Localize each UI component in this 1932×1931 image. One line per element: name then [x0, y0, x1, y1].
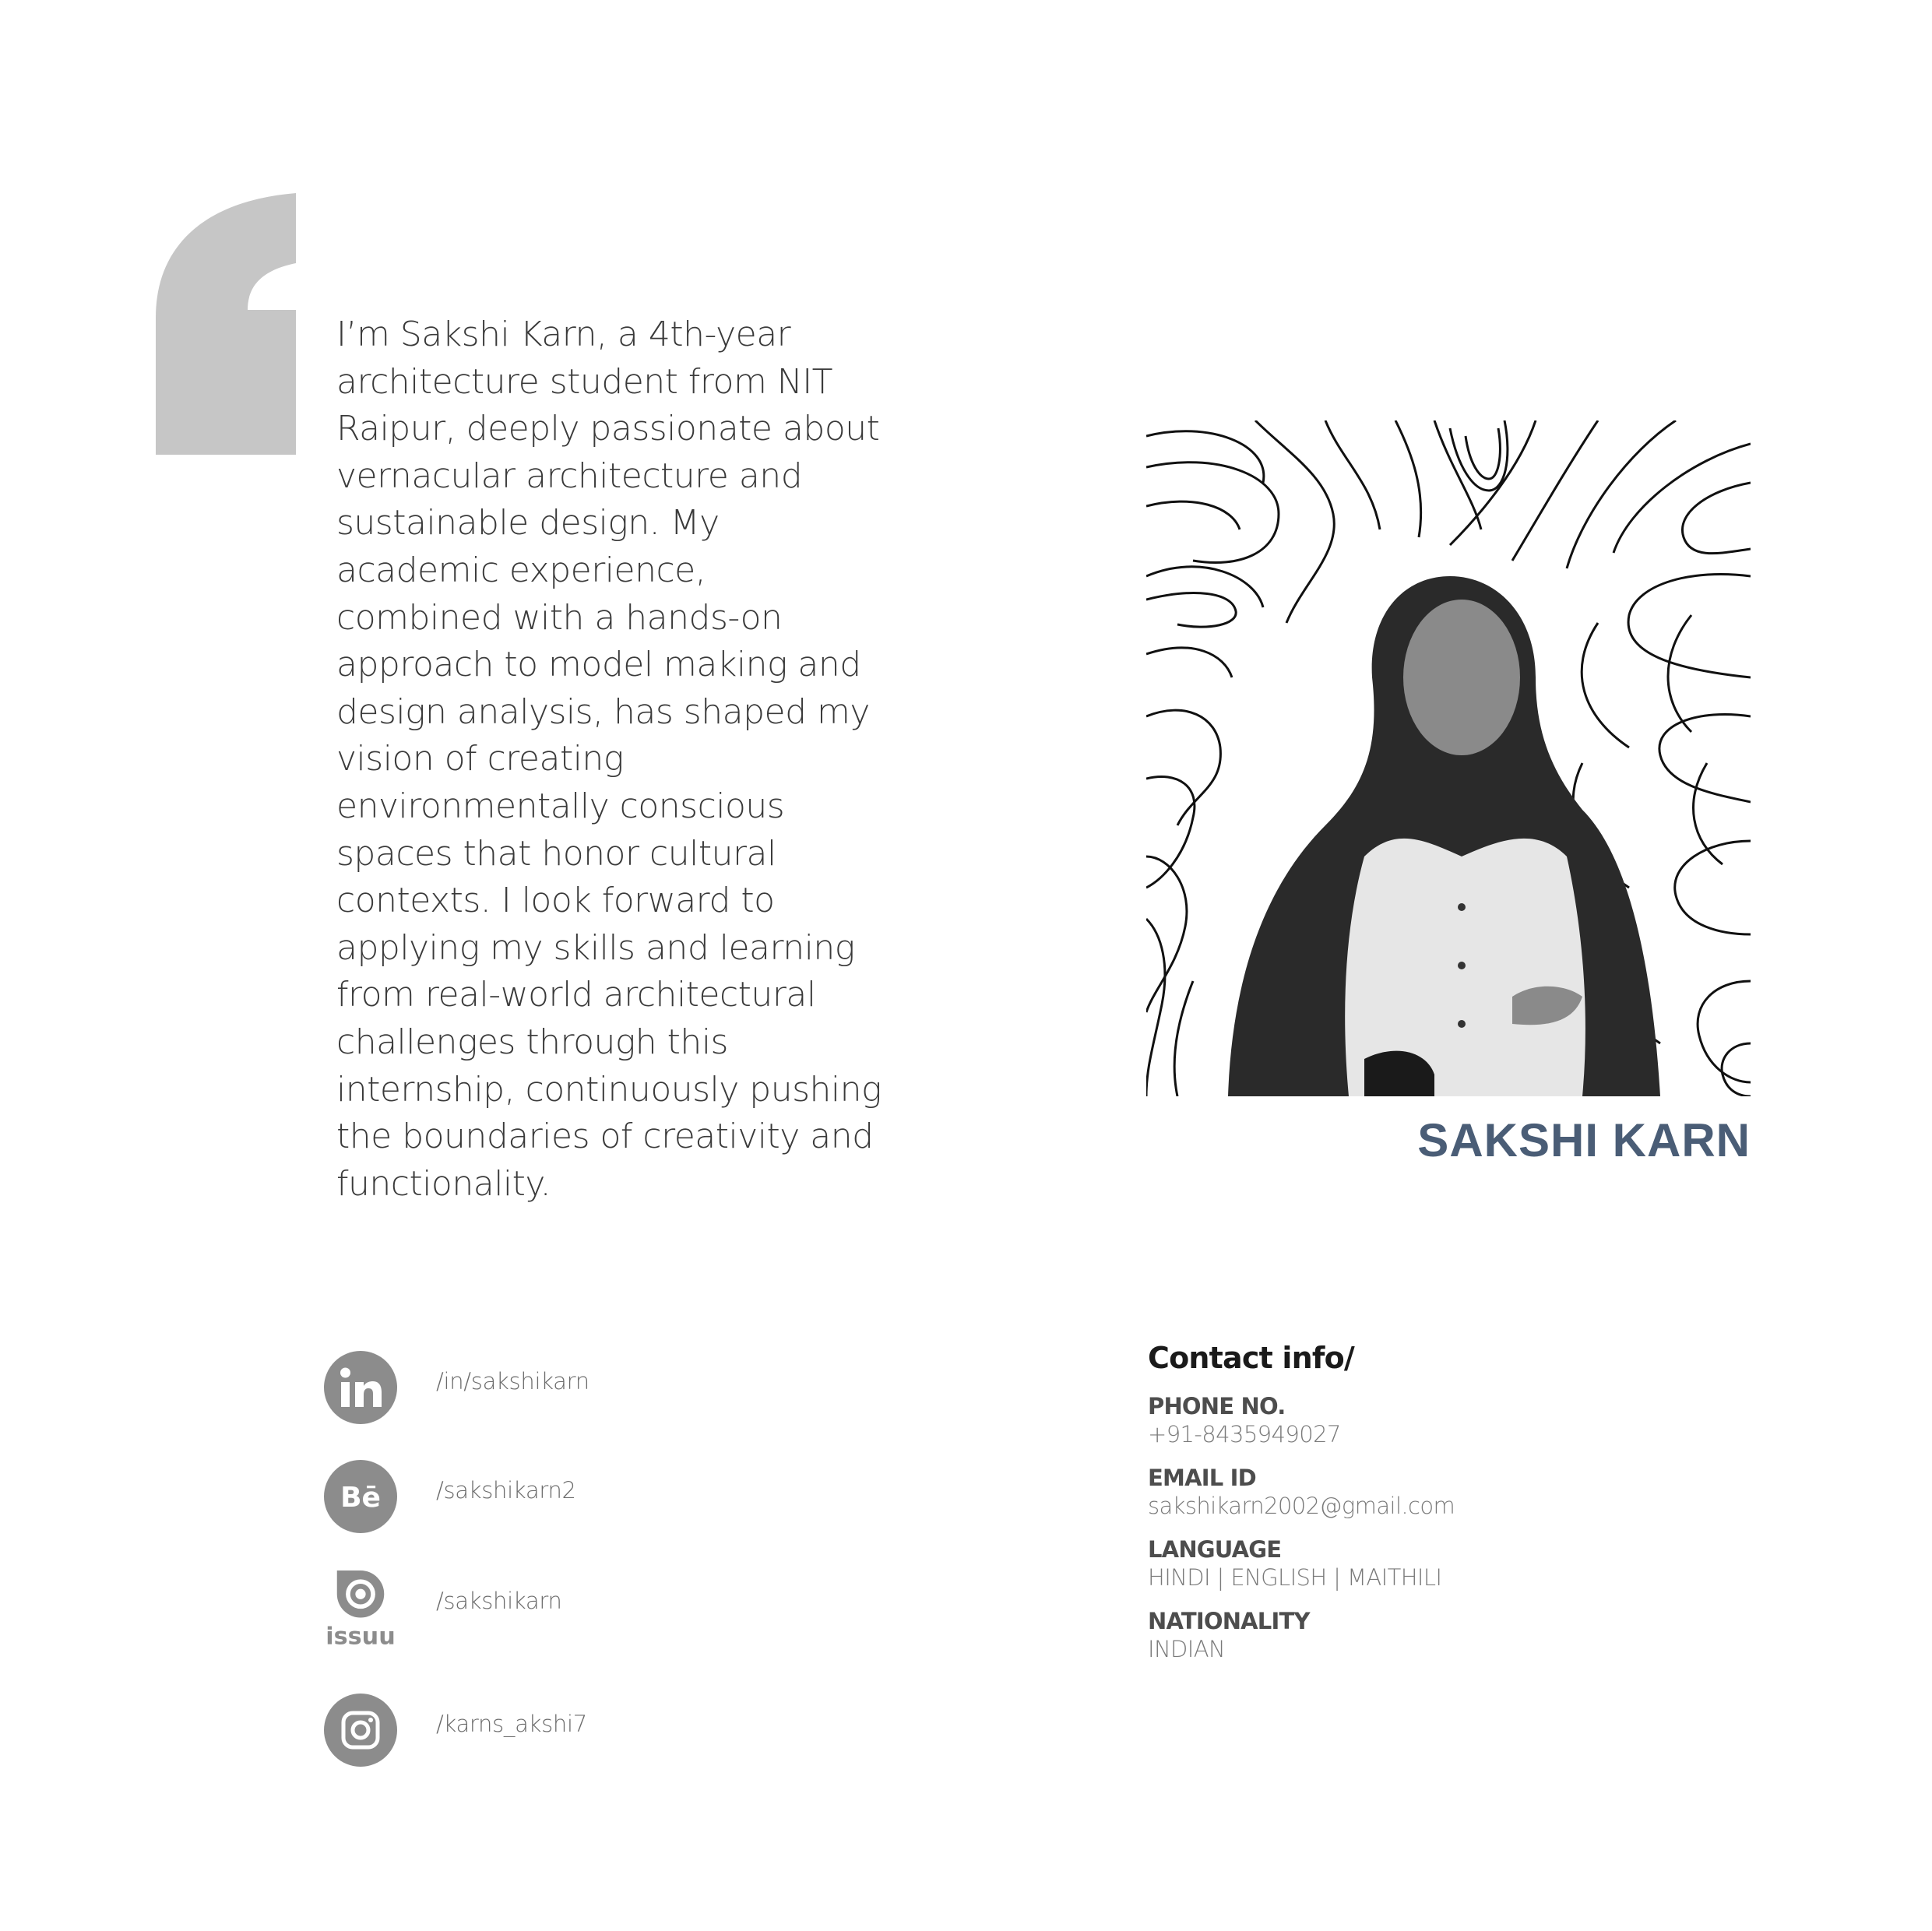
- contact-info: [1148, 1341, 1693, 1679]
- phone-value[interactable]: +91-8435949027: [1148, 1421, 1341, 1447]
- email-label: EMAIL ID: [1148, 1465, 1256, 1491]
- nationality-label: NATIONALITY: [1148, 1608, 1310, 1634]
- profile-name: SAKSHI KARN: [1417, 1114, 1751, 1166]
- instagram-icon[interactable]: [324, 1694, 397, 1767]
- social-instagram[interactable]: [319, 1694, 864, 1771]
- behance-icon[interactable]: [324, 1460, 397, 1533]
- social-handle[interactable]: /karns_akshi7: [436, 1711, 587, 1737]
- intro-text: I’m Sakshi Karn, a 4th-year architecture student from NIT Raipur, deeply passionate about vernacular architecture and sustainable design. My academic experience, combined with a hands-on approach to model making and design analysis, has shaped my vision of creating environmentally conscious spaces that honor cultural contexts. I look forward to applying my skills and learning from real-world architectural challenges through this internship, continuously pushing the boundaries of creativity and functionality.: [336, 315, 882, 1204]
- phone-label: PHONE NO.: [1148, 1393, 1286, 1419]
- svg-text:Bē: Bē: [340, 1482, 381, 1514]
- social-linkedin[interactable]: [319, 1351, 864, 1429]
- language-value: HINDI | ENGLISH | MAITHILI: [1148, 1564, 1442, 1591]
- nationality-field: [1148, 1607, 1693, 1663]
- language-label: LANGUAGE: [1148, 1536, 1282, 1563]
- profile-photo: [1146, 420, 1751, 1096]
- social-issuu[interactable]: [319, 1570, 864, 1651]
- nationality-value: INDIAN: [1148, 1636, 1226, 1662]
- phone-field: [1148, 1392, 1693, 1448]
- social-handle[interactable]: /in/sakshikarn: [436, 1368, 589, 1395]
- social-handle[interactable]: /sakshikarn2: [436, 1477, 576, 1504]
- issuu-icon[interactable]: [324, 1570, 397, 1651]
- intro-paragraph: [336, 311, 882, 1208]
- svg-text:issuu: issuu: [326, 1623, 396, 1651]
- person-figure: [1228, 576, 1660, 1096]
- topographic-pattern: [1146, 420, 1751, 1096]
- email-field: [1148, 1464, 1693, 1520]
- social-handle[interactable]: /sakshikarn: [436, 1588, 562, 1614]
- language-field: [1148, 1535, 1693, 1592]
- email-value[interactable]: sakshikarn2002@gmail.com: [1148, 1493, 1455, 1519]
- contact-title: Contact info/: [1148, 1341, 1354, 1375]
- linkedin-icon[interactable]: [324, 1351, 397, 1424]
- social-behance[interactable]: [319, 1460, 864, 1538]
- quote-mark-icon: [156, 193, 296, 455]
